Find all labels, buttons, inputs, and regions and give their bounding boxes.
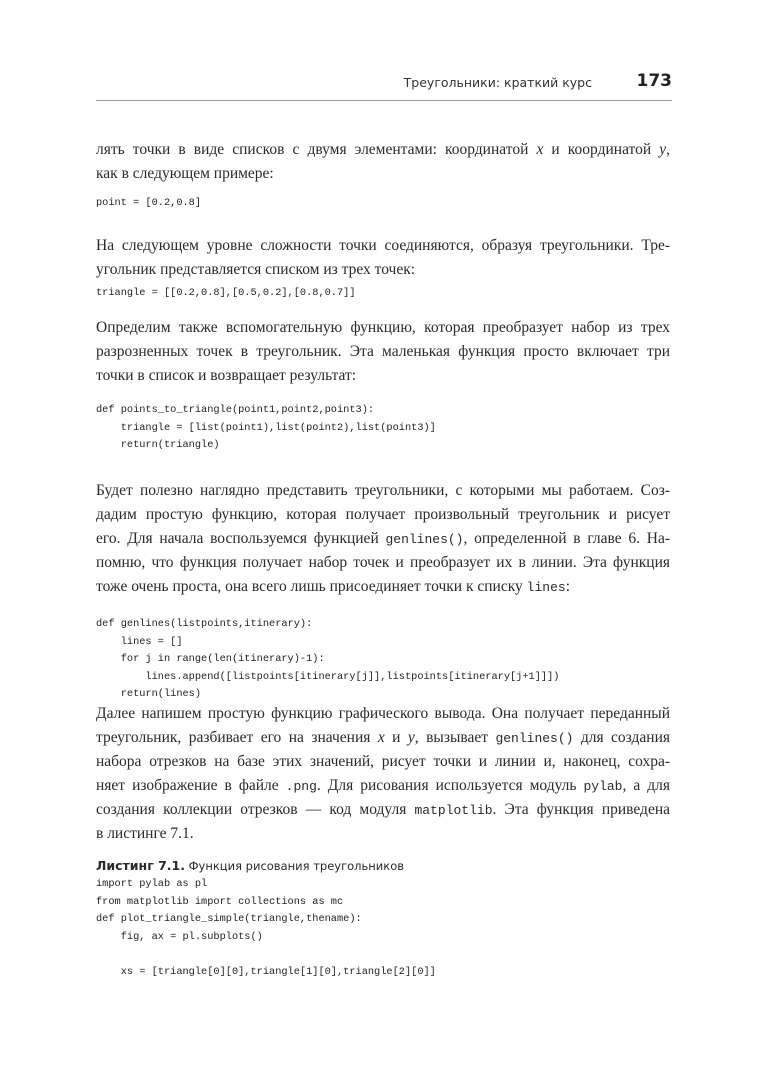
code-line: lines.append([listpoints[itinerary[j]],listpoints[itinerary[j+1]]])	[96, 670, 560, 683]
paragraph	[96, 316, 670, 388]
text-segment: и координатой	[543, 141, 660, 158]
code-block	[96, 876, 670, 982]
text-segment: и	[384, 729, 408, 746]
text-segment: няет изображение в файле	[96, 777, 286, 794]
italic-variable: y	[659, 141, 667, 158]
paragraph	[96, 702, 670, 846]
text-segment: угольник представляется списком из трех точек:	[96, 261, 416, 278]
text-segment: . Эта функция приведена	[492, 801, 671, 818]
listing-title: Функция рисования треугольников	[184, 859, 405, 873]
code-line: def points_to_triangle(point1,point2,point3):	[96, 404, 375, 416]
text-line	[96, 575, 670, 599]
text-segment: помню, что функция получает набор точек и преобразует их в линии. Эта функция	[96, 554, 670, 571]
text-segment: создания коллекции отрезков — код модуля	[96, 801, 415, 818]
code-line: triangle = [[0.2,0.8],[0.5,0.2],[0.8,0.7]]	[96, 287, 356, 299]
text-segment: ,	[666, 141, 671, 158]
text-line	[96, 798, 670, 822]
code-line: fig, ax = pl.subplots()	[96, 930, 263, 943]
text-segment: в листинге 7.1.	[96, 825, 194, 842]
text-segment: точки в список и возвращает результат:	[96, 367, 357, 384]
text-line	[96, 503, 670, 527]
code-line: return(lines)	[96, 688, 202, 701]
text-line	[96, 527, 670, 551]
text-segment: разрозненных точек в треугольник. Эта маленькая функция просто включает три	[96, 343, 670, 360]
text-segment: , определенной в главе 6. На-	[463, 530, 670, 547]
inline-code: matplotlib	[414, 803, 493, 818]
inline-code: lines	[526, 580, 566, 595]
italic-variable: y	[407, 729, 415, 746]
code-line: point = [0.2,0.8]	[96, 197, 202, 209]
header-rule	[96, 100, 672, 101]
text-line	[96, 822, 670, 846]
code-line: def genlines(listpoints,itinerary):	[96, 618, 313, 630]
text-line	[96, 774, 670, 798]
text-line	[96, 138, 670, 162]
listing-caption	[96, 857, 670, 875]
code-line	[96, 946, 670, 964]
text-segment: , вызывает	[414, 729, 496, 746]
text-segment: . Для рисования используется модуль	[316, 777, 584, 794]
code-line: xs = [triangle[0][0],triangle[1][0],triangle[2][0]]	[96, 965, 436, 978]
text-segment: дадим простую функцию, которая получает произвольный треугольник и рисует	[96, 506, 670, 523]
code-line: from matplotlib import collections as mc	[96, 895, 344, 908]
code-block	[96, 402, 670, 455]
text-segment: лять точки в виде списков с двумя элементами: координатой	[96, 141, 537, 158]
text-line	[96, 340, 670, 364]
text-segment: На следующем уровне сложности точки соединяются, образуя треугольники. Тре-	[96, 237, 670, 254]
text-segment: набора отрезков на базе этих значений, рисует точки и линии и, наконец, сохра-	[96, 753, 670, 770]
text-segment: его. Для начала воспользуемся функцией	[96, 530, 386, 547]
code-block	[96, 285, 670, 303]
code-block	[96, 616, 670, 704]
paragraph	[96, 234, 670, 282]
italic-variable: x	[536, 141, 544, 158]
text-segment: как в следующем примере:	[96, 165, 274, 182]
page-number: 173	[636, 71, 672, 91]
italic-variable: x	[377, 729, 385, 746]
text-line	[96, 726, 670, 750]
inline-code: genlines()	[385, 532, 464, 547]
text-segment: тоже очень проста, она всего лишь присоединяет точки к списку	[96, 578, 527, 595]
text-segment: треугольник, разбивает его на значения	[96, 729, 378, 746]
text-line	[96, 702, 670, 726]
text-segment: для создания	[573, 729, 671, 746]
code-line: import pylab as pl	[96, 878, 208, 890]
text-line	[96, 750, 670, 774]
text-line	[96, 316, 670, 340]
paragraph	[96, 138, 670, 186]
inline-code: genlines()	[495, 731, 574, 746]
text-segment: :	[565, 578, 570, 595]
text-segment: , а для	[622, 777, 670, 794]
paragraph	[96, 479, 670, 599]
text-line	[96, 479, 670, 503]
text-segment: Будет полезно наглядно представить треугольники, с которыми мы работаем. Соз-	[96, 482, 670, 499]
text-line	[96, 234, 670, 258]
text-segment: Далее напишем простую функцию графического вывода. Она получает переданный	[96, 705, 670, 722]
code-line: lines = []	[96, 635, 183, 648]
text-line	[96, 364, 670, 388]
code-line: triangle = [list(point1),list(point2),list(point3)]	[96, 421, 436, 434]
code-line: for j in range(len(itinerary)-1):	[96, 653, 325, 666]
running-title: Треугольники: краткий курс	[403, 75, 592, 90]
text-line	[96, 162, 670, 186]
code-line: return(triangle)	[96, 439, 220, 452]
text-segment: Определим также вспомогательную функцию, которая преобразует набор из трех	[96, 319, 670, 336]
inline-code: .png	[285, 779, 317, 794]
text-line	[96, 258, 670, 282]
inline-code: pylab	[583, 779, 623, 794]
text-line	[96, 551, 670, 575]
code-block	[96, 195, 670, 213]
code-line: def plot_triangle_simple(triangle,thename):	[96, 913, 362, 926]
listing-label: Листинг 7.1.	[96, 858, 185, 873]
